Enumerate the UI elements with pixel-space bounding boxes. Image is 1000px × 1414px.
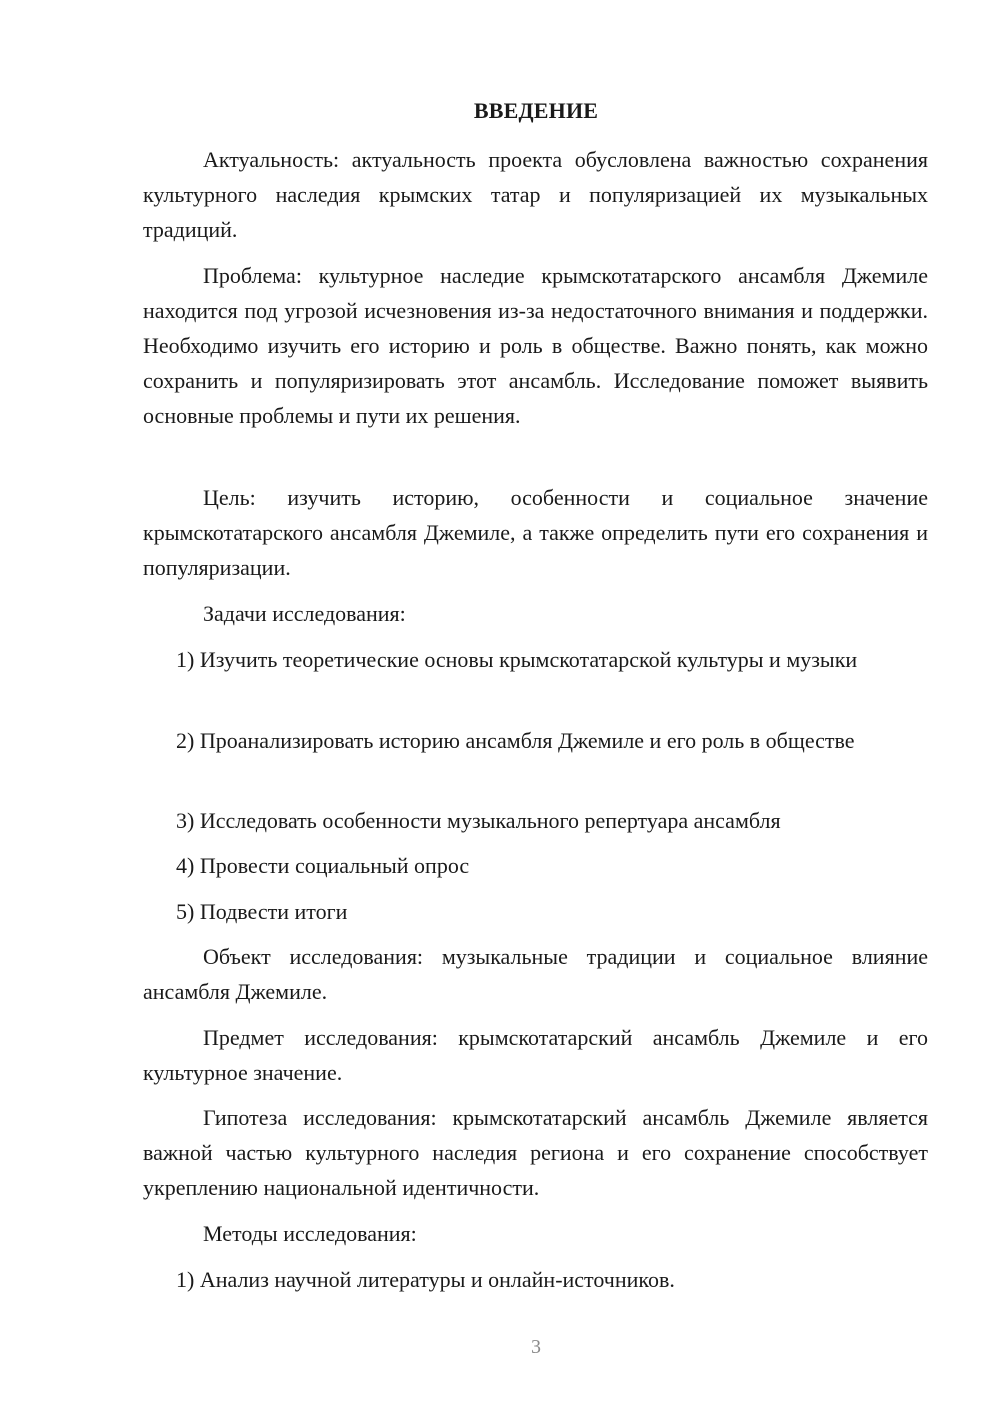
- list-item: 2) Проанализировать историю ансамбля Джемиле и его роль в обществе: [176, 728, 855, 753]
- paragraph-tasks-heading: [143, 596, 928, 631]
- goal-text: Цель: изучить историю, особенности и социальное значение крымскотатарского ансамбля Джемиле, а также определить пути его сохранения и популяризации.: [143, 485, 928, 580]
- task-item-3: [143, 803, 928, 838]
- paragraph-methods-heading: [143, 1216, 928, 1251]
- hypothesis-text: Гипотеза исследования: крымскотатарский ансамбль Джемиле является важной частью культурного наследия региона и его сохранение способствует укреплению национальной идентичности.: [143, 1105, 928, 1200]
- list-item: 1) Изучить теоретические основы крымскотатарской культуры и музыки: [176, 647, 858, 672]
- paragraph-object: [143, 939, 928, 1009]
- list-item: 3) Исследовать особенности музыкального репертуара ансамбля: [176, 808, 781, 833]
- paragraph-relevance: [143, 142, 928, 247]
- paragraph-goal: [143, 480, 928, 585]
- list-item: 5) Подвести итоги: [176, 899, 348, 924]
- methods-heading: Методы исследования:: [203, 1221, 417, 1246]
- paragraph-problem: [143, 258, 928, 433]
- section-heading: ВВЕДЕНИЕ: [473, 98, 599, 123]
- task-item-4: [143, 848, 928, 883]
- relevance-text: Актуальность: актуальность проекта обусловлена важностью сохранения культурного наследия крымских татар и популяризацией их музыкальных традиций.: [143, 147, 928, 242]
- task-item-2: [143, 723, 928, 758]
- list-item: 1) Анализ научной литературы и онлайн-источников.: [176, 1267, 675, 1292]
- method-item-1: [143, 1262, 928, 1297]
- paragraph-subject: [143, 1020, 928, 1090]
- paragraph-hypothesis: [143, 1100, 928, 1205]
- object-text: Объект исследования: музыкальные традиции и социальное влияние ансамбля Джемиле.: [143, 944, 928, 1004]
- task-item-1: [143, 642, 928, 677]
- list-item: 4) Провести социальный опрос: [176, 853, 470, 878]
- problem-text: Проблема: культурное наследие крымскотатарского ансамбля Джемиле находится под угрозой исчезновения из-за недостаточного внимания и поддержки. Необходимо изучить его историю и роль в обществе. Важно понять, как можно сохранить и популяризировать этот ансамбль. Исследование поможет выявить основные проблемы и пути их решения.: [143, 263, 928, 428]
- subject-text: Предмет исследования: крымскотатарский ансамбль Джемиле и его культурное значение.: [143, 1025, 928, 1085]
- task-item-5: [143, 894, 928, 929]
- tasks-heading: Задачи исследования:: [203, 601, 406, 626]
- page-number: 3: [531, 1336, 541, 1358]
